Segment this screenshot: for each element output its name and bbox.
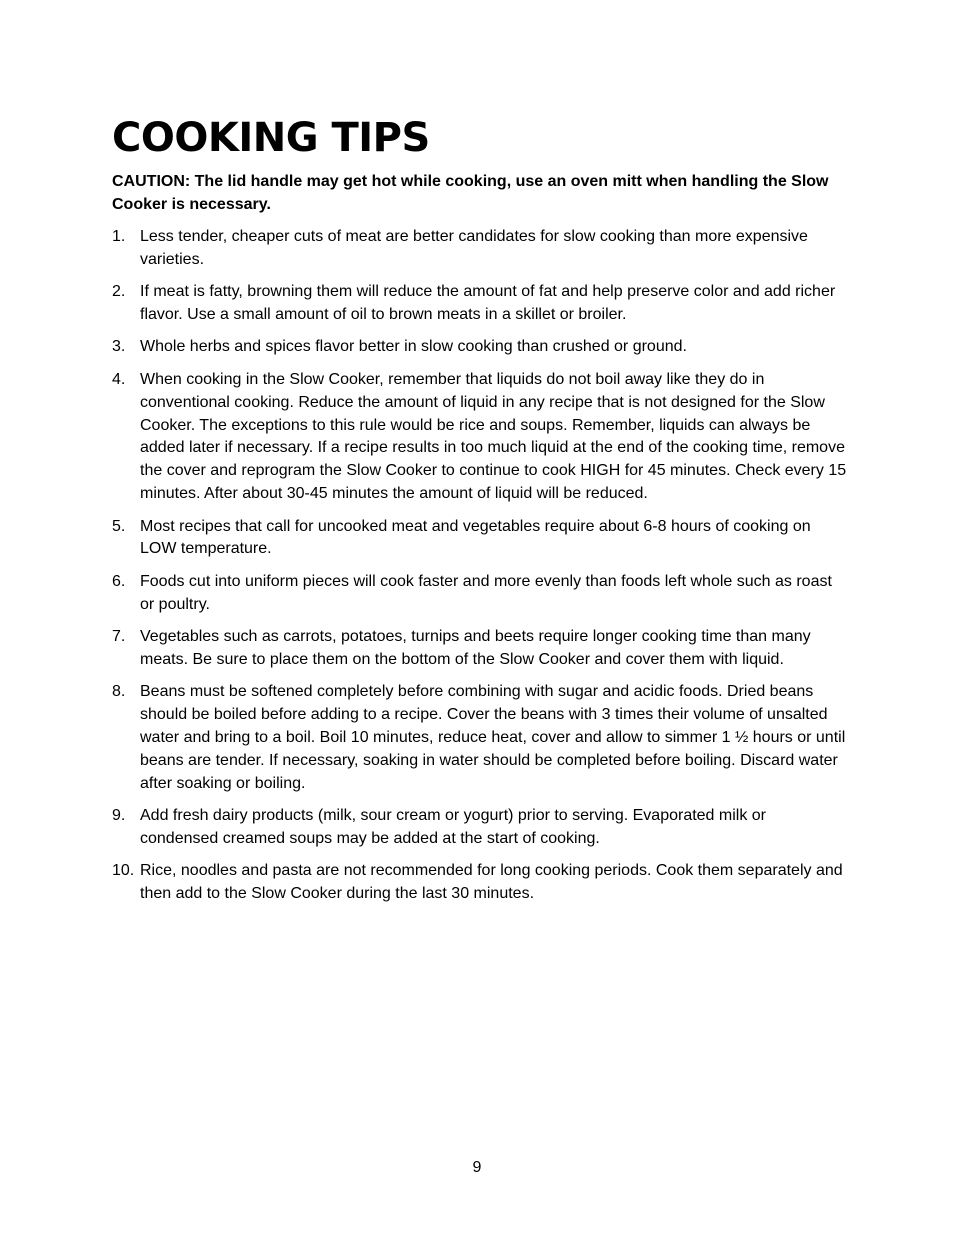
- page-title: COOKING TIPS: [112, 115, 430, 161]
- tip-item-1: [112, 226, 847, 272]
- tip-item-5: [112, 516, 847, 562]
- tip-number: 7.: [112, 627, 126, 645]
- tip-item-2: [112, 281, 847, 327]
- tip-number: 2.: [112, 283, 126, 301]
- tip-number: 9.: [112, 807, 126, 825]
- tip-text: Foods cut into uniform pieces will cook faster and more evenly than foods left whole such as roast or poultry.: [140, 572, 832, 613]
- tip-number: 8.: [112, 683, 126, 701]
- tip-item-4: [112, 369, 847, 506]
- tip-text: If meat is fatty, browning them will reduce the amount of fat and help preserve color and add richer flavor. Use a small amount of oil to brown meats in a skillet or broiler.: [140, 283, 836, 324]
- tip-number: 3.: [112, 338, 126, 356]
- caution-note: CAUTION: The lid handle may get hot while cooking, use an oven mitt when handling the Slow Cooker is necessary.: [112, 173, 829, 213]
- page-number: 9: [472, 1159, 482, 1176]
- tip-number: 6.: [112, 572, 126, 590]
- tip-text: When cooking in the Slow Cooker, remember that liquids do not boil away like they do in conventional cooking. Reduce the amount of liquid in any recipe that is not designed for the Slow Cooker. The exceptions to this rule would be rice and soups. Remember, liquids can always be added later if necessary. If a recipe results in too much liquid at the end of the cooking time, remove the cover and reprogram the Slow Cooker to continue to cook HIGH for 45 minutes. Check every 15 minutes. After about 30-45 minutes the amount of liquid will be reduced.: [140, 370, 847, 503]
- tip-text: Beans must be softened completely before combining with sugar and acidic foods. Dried beans should be boiled before adding to a recipe. Cover the beans with 3 times their volume of unsalted water and bring to a boil. Boil 10 minutes, reduce heat, cover and allow to simmer 1 ½ hours or until beans are tender. If necessary, soaking in water should be completed before boiling. Discard water after soaking or boiling.: [140, 683, 846, 792]
- cooking-tips-list: [112, 226, 847, 915]
- tip-item-8: [112, 681, 847, 796]
- tip-text: Whole herbs and spices flavor better in slow cooking than crushed or ground.: [140, 338, 687, 356]
- tip-item-7: [112, 626, 847, 672]
- tip-text: Rice, noodles and pasta are not recommended for long cooking periods. Cook them separately and then add to the Slow Cooker during the last 30 minutes.: [140, 862, 843, 903]
- tip-text: Most recipes that call for uncooked meat and vegetables require about 6-8 hours of cooking on LOW temperature.: [140, 517, 811, 558]
- tip-number: 4.: [112, 370, 126, 388]
- tip-item-9: [112, 805, 847, 851]
- tip-number: 1.: [112, 228, 126, 245]
- tip-text: Less tender, cheaper cuts of meat are better candidates for slow cooking than more expensive varieties.: [140, 228, 808, 268]
- tip-number: 5.: [112, 517, 126, 535]
- tip-item-3: [112, 336, 847, 359]
- tip-item-10: [112, 860, 847, 906]
- tip-number: 10.: [112, 862, 135, 880]
- tip-text: Add fresh dairy products (milk, sour cream or yogurt) prior to serving. Evaporated milk or condensed creamed soups may be added at the start of cooking.: [140, 807, 767, 847]
- tip-item-6: [112, 571, 847, 617]
- tip-text: Vegetables such as carrots, potatoes, turnips and beets require longer cooking time than many meats. Be sure to place them on the bottom of the Slow Cooker and cover them with liquid.: [140, 627, 811, 668]
